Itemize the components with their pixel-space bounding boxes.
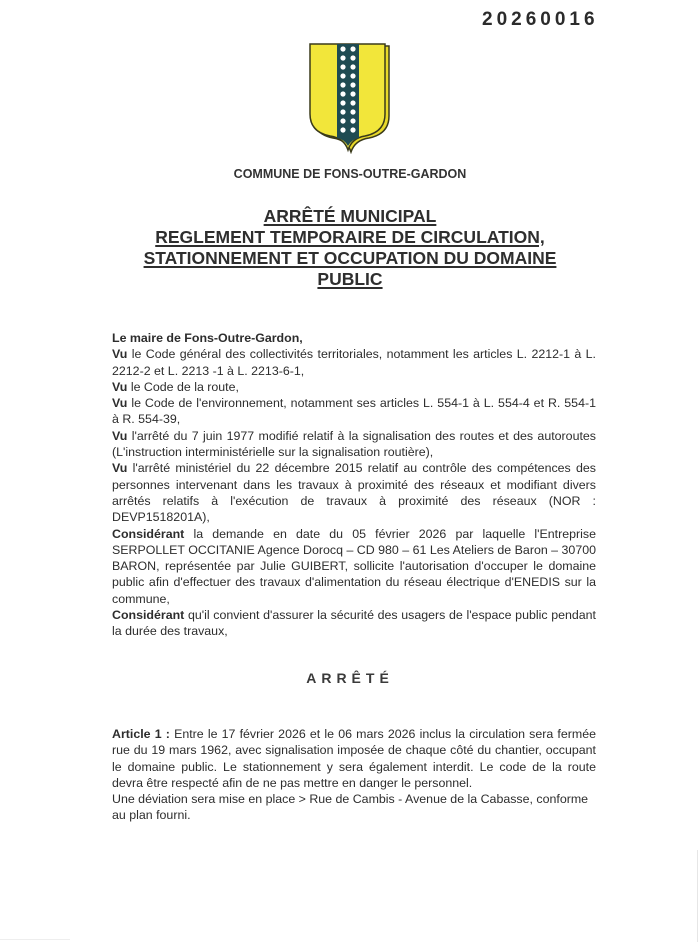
article-1-lead: Article 1 : [112,727,170,741]
item-text: le Code de l'environnement, notamment ses articles L. 554-1 à L. 554-4 et R. 554-1 à R. 554-39, [112,396,596,427]
item-lead: Considérant [112,608,185,623]
scan-edge-line [0,939,70,940]
article-1 [112,726,596,824]
document-title [0,206,700,290]
maire-heading: Le maire de Fons-Outre-Gardon, [112,331,303,345]
article-1-body [112,726,596,791]
commune-name: COMMUNE DE FONS-OUTRE-GARDON [233,167,467,181]
preamble-item [112,526,596,607]
item-text: le Code de la route, [127,379,239,394]
item-lead: Vu [112,379,128,394]
article-1-deviation: Une déviation sera mise en place > Rue de Cambis - Avenue de la Cabasse, conforme au plan fourni. [112,792,589,823]
crest-pale [337,44,359,146]
scan-edge-line [697,850,698,942]
document-number: 20260016 [482,9,599,30]
article-1-text: Entre le 17 février 2026 et le 06 mars 2026 inclus la circulation sera fermée rue du 19 mars 1962, avec signalisation imposée de chaque côté du chantier, occupant le domaine public. Le stationnement y sera également interdit. Le code de la route devra être respecté afin de ne pas mettre en danger le personnel. [112,727,596,790]
preamble-item [112,460,596,525]
title-line-4: PUBLIC [317,269,383,289]
title-line-3: STATIONNEMENT ET OCCUPATION DU DOMAINE [143,248,557,268]
item-text: le Code général des collectivités territoriales, notamment les articles L. 2212-1 à L. 2212-2 et L. 2213 -1 à L. 2213-6-1, [112,347,596,378]
maire-line [112,330,596,346]
title-line-1: ARRÊTÉ MUNICIPAL [263,206,437,226]
preamble-item [112,607,596,640]
arrete-heading: ARRÊTÉ [306,670,394,686]
preamble [112,330,596,640]
item-lead: Vu [112,428,128,443]
title-line-2: REGLEMENT TEMPORAIRE DE CIRCULATION, [155,227,545,247]
item-text: l'arrêté ministériel du 22 décembre 2015 relatif au contrôle des compétences des personnes intervenant dans les travaux à proximité des réseaux et modifiant divers arrêtés relatifs à l'exécution de travaux à proximité des réseaux (NOR : DEVP1518201A), [112,461,596,525]
item-lead: Vu [112,461,128,476]
preamble-item [112,428,596,461]
item-lead: Vu [112,347,128,362]
item-text: l'arrêté du 7 juin 1977 modifié relatif à la signalisation des routes et des autoroutes (L'instruction interministérielle sur la signalisation routière), [112,428,596,460]
item-lead: Vu [112,396,128,411]
coat-of-arms-icon [307,42,393,154]
item-lead: Considérant [112,526,185,541]
item-text: la demande en date du 05 février 2026 par laquelle l'Entreprise SERPOLLET OCCITANIE Agence Dorocq – CD 980 – 61 Les Ateliers de Baron – 30700 BARON, représentée par Julie GUIBERT, sollicite l'autorisation d'occuper le domaine public afin d'effectuer des travaux d'alimentation du réseau électrique d'ENEDIS sur la commune, [112,526,596,606]
preamble-item [112,395,596,428]
preamble-item [112,379,596,395]
item-text: qu'il convient d'assurer la sécurité des usagers de l'espace public pendant la durée des travaux, [112,608,596,639]
preamble-item [112,346,596,379]
